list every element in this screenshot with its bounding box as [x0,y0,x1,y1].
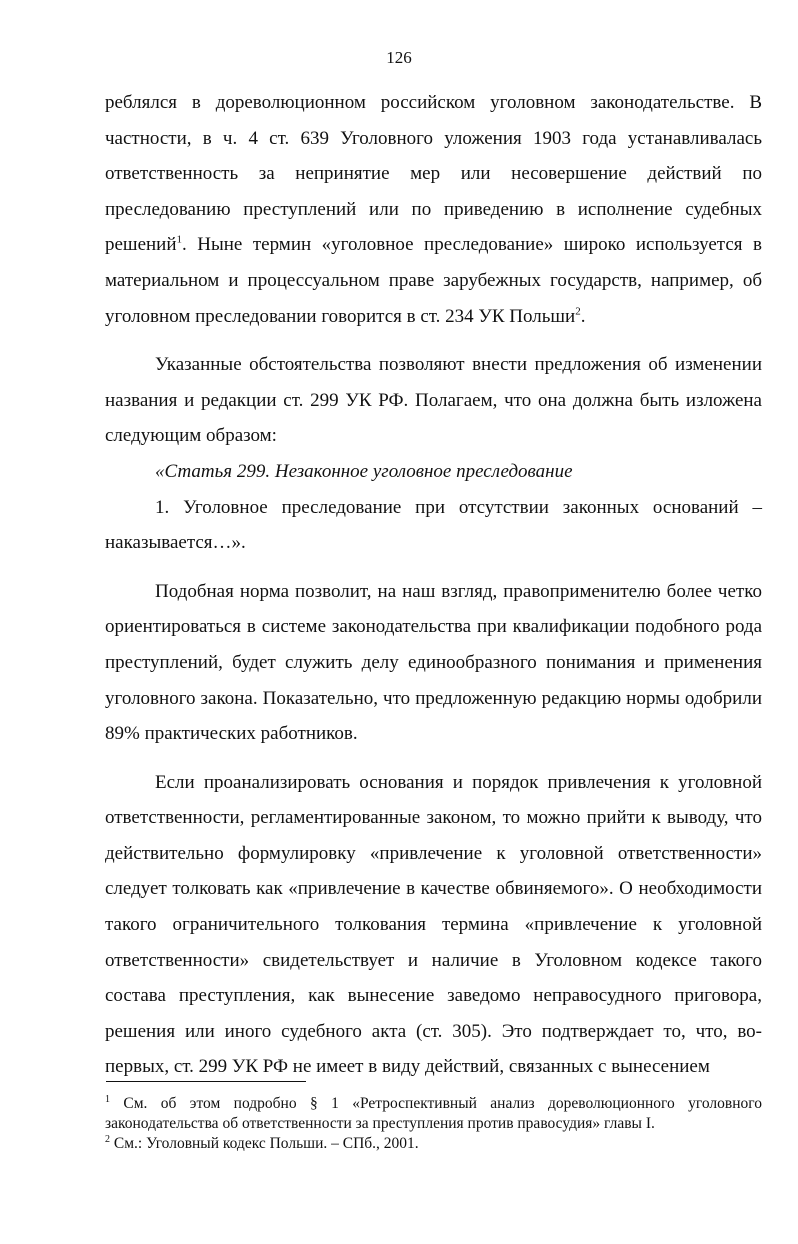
footnote-marker: 1 [105,1093,110,1105]
footnote-1 [105,1094,762,1134]
footnotes [105,1094,762,1154]
page-number: 126 [386,48,412,67]
paragraph-text: . [580,305,586,327]
footnote-2 [105,1134,762,1154]
paragraph-proposal: Указанные обстоятельства позволяют внести предложения об изменении названия и редакции ст. 299 УК РФ. Полагаем, что она должна быть изложена следующим образом: [105,354,762,447]
article-title: «Статья 299. Незаконное уголовное преследование [155,460,573,482]
paragraph-analysis: Если проанализировать основания и порядок привлечения к уголовной ответственности, регламентированные законом, то можно прийти к выводу, что действительно формулировку «привлечение к уголовной ответственности» следует толковать как «привлечение в качестве обвиняемого». О необходимости такого ограничительного толкования термина «привлечение к уголовной ответственности» свидетельствует и наличие в Уголовном кодексе такого состава преступления, как вынесение заведомо неправосудного приговора, решения или иного судебного акта (ст. 305). Это подтверждает то, что, во-первых, ст. 299 УК РФ не имеет в виду действий, связанных с вынесением [105,771,762,1078]
body-text [105,85,762,1085]
footnote-text: См.: Уголовный кодекс Польши. – СПб., 2001. [110,1135,419,1152]
footnote-reference-1[interactable]: 1 [176,234,183,247]
paragraph-text: реблялся в дореволюционном российском уголовном законодательстве. В частности, в ч. 4 ст. 639 Уголовного уложения 1903 года устанавливалась ответственность за непринятие мер или несовершение действий по преследованию преступлений или по приведению в исполнение судебных решений [105,92,762,256]
paragraph-continuation [105,85,762,334]
footnote-marker: 2 [105,1133,110,1145]
footnote-divider [106,1081,306,1082]
paragraph-text: . Ныне термин «уголовное преследование» широко используется в материальном и процессуальном праве зарубежных государств, например, об уголовном преследовании говорится в ст. 234 УК Польши [105,234,762,327]
paragraph-norm-assessment: Подобная норма позволит, на наш взгляд, правоприменителю более четко ориентироваться в системе законодательства при квалификации подобного рода преступлений, будет служить делу единообразного понимания и применения уголовного закона. Показательно, что предложенную редакцию нормы одобрили 89% практических работников. [105,580,762,745]
footnote-reference-2[interactable]: 2 [575,305,581,318]
footnote-text: См. об этом подробно § 1 «Ретроспективный анализ дореволюционного уголовного законодательства об ответственности за преступления против правосудия» главы I. [105,1095,762,1132]
article-clause: 1. Уголовное преследование при отсутствии законных оснований – наказывается…». [105,496,762,554]
